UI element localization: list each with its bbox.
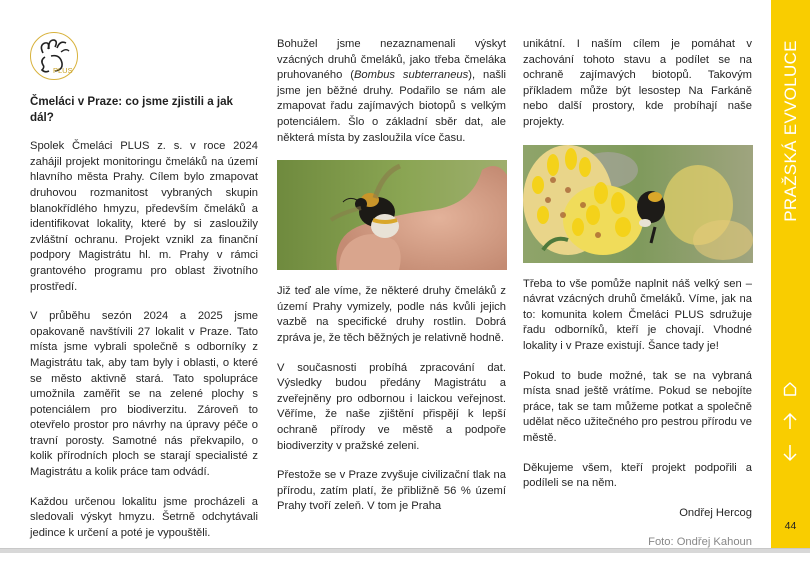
arrow-up-icon[interactable] (779, 410, 801, 432)
paragraph: Přestože se v Praze zvyšuje civilizační tlak na přírodu, zatím platí, že přibližně 56 % území Prahy tvoří zeleň. V tom je Praha (277, 469, 506, 513)
article-column-2 (277, 37, 506, 529)
paragraph: Spolek Čmeláci PLUS z. s. v roce 2024 zahájil projekt monitoringu čmeláků na území hlavního města Prahy. Cílem bylo zmapovat druhovou rozmanitost vybraných skupin blanokřídlého hmyzu, především čmeláků a identifikovat lokality, které by si zasloužily zvláštní ochranu. Projekt vznikl za finanční podpory Magistrátu hl. m. Prahy v rámci grantového programu pro oblast životního prostředí. (30, 140, 258, 293)
bee-on-finger-image (277, 160, 507, 270)
article-title: Čmeláci v Praze: co jsme zjistili a jak dál? (30, 95, 233, 124)
paragraph: unikátní. I naším cílem je pomáhat v zachování tohoto stavu a podílet se na ochraně zajímavých biotopů. Takovým příkladem může být lesostep Na Farkáně nebo další prostory, kde probíhají naše projekty. (523, 38, 752, 128)
section-sidebar (771, 0, 810, 548)
article-column-1 (30, 42, 258, 555)
page-number: 44 (784, 520, 797, 532)
paragraph: V současnosti probíhá zpracování dat. Výsledky budou předány Magistrátu a zveřejněny pro odbornou i laickou veřejnost. Věříme, že naše zjištění přispějí k lepší ochraně přírody ve městě a podpoře biodiverzity v pražské zeleni. (277, 361, 506, 452)
bee-on-flower-image (523, 145, 753, 263)
bee-logo-icon (31, 33, 77, 79)
svg-text:PLUS: PLUS (53, 66, 73, 75)
photo-bee-on-flower (523, 145, 753, 263)
author-name: Ondřej Hercog (679, 506, 752, 519)
page-bottom-edge (0, 548, 810, 553)
latin-species-name: Bombus subterraneus (353, 69, 469, 82)
paragraph: V průběhu sezón 2024 a 2025 jsme opakovaně navštívili 27 lokalit v Praze. Tato místa jsme vybrali společně s odborníky z Magistrátu tak, aby tam byly i oblasti, o které se město aktivně stará. Tato spolupráce umožnila zaměřit se na zelené plochy s potenciálem pro biodiverzitu. Zároveň to otevřelo prostor pro návrhy na úpravy péče o travní porosty. Samotné nás překvapilo, o kolik přírodních ploch se starají specialisté z Magistrátu a kolik práce tam odvádí. (30, 310, 258, 479)
home-icon[interactable] (779, 378, 801, 400)
cmelaci-plus-logo (30, 32, 78, 80)
photo-bee-on-finger (277, 160, 507, 270)
paragraph: Již teď ale víme, že některé druhy čmeláků z území Prahy vymizely, podle nás kvůli jejich vazbě na specifické druhy rostlin. Dobrá zpráva je, že těch běžných je relativně hodně. (277, 285, 506, 344)
paragraph: Pokud to bude možné, tak se na vybraná místa snad ještě vrátíme. Pokud se nebojíte práce, tak se tam můžeme potkat a společně udělat něco užitečného pro pestrou přírodu ve městě. (523, 369, 752, 444)
paragraph: Bohužel jsme nezaznamenali výskyt vzácných druhů čmeláků, jako třeba čmeláka pruhovaného (Bombus subterraneus), našli jsme jen běžné druhy. Podařilo se nám ale zmapovat řadu zajímavých biotopů s velkým potenciálem. Šlo o základní sběr dat, ale některá místa by zasloužila více času. (277, 38, 506, 144)
paragraph: Třeba to vše pomůže naplnit náš velký sen – návrat vzácných druhů čmeláků. Víme, jak na to: komunita kolem Čmeláci PLUS sdružuje řadu odborníků, kteří je chovají. Vhodné lokality i v Praze existují. Šance tady je! (523, 277, 752, 352)
article-column-3 (523, 37, 752, 565)
paragraph: Děkujeme všem, kteří projekt podpořili a podíleli se na něm. (523, 461, 752, 490)
paragraph: Každou určenou lokalitu jsme procházeli a sledovali výskyt hmyzu. Šetrně odchytávali jedince k určení a poté je vypouštěli. (30, 495, 258, 539)
arrow-down-icon[interactable] (779, 442, 801, 464)
section-title: PRAŽSKÁ EVVOLUCE (780, 39, 800, 222)
photo-credit: Foto: Ondřej Kahoun (648, 536, 752, 549)
